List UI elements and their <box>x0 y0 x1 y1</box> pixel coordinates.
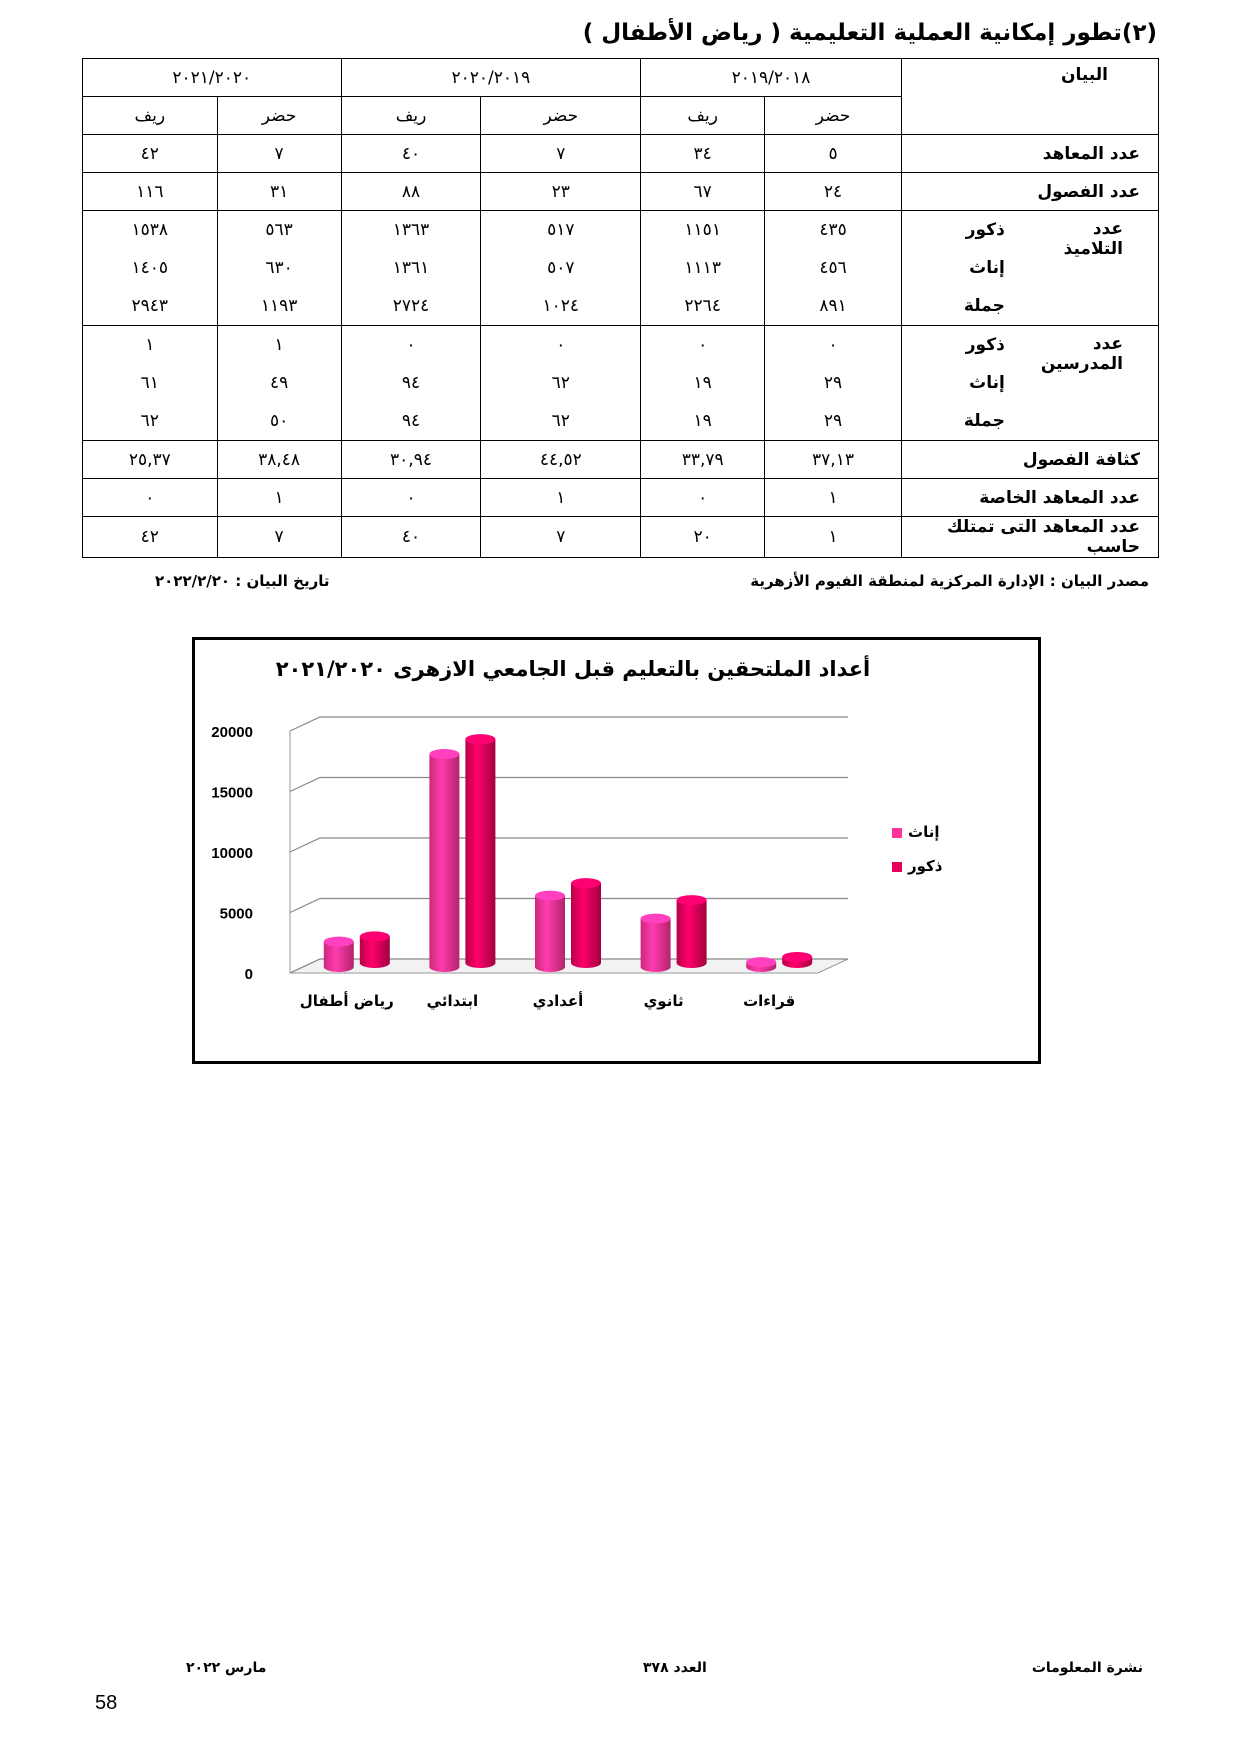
x-category-label: رياض أطفال <box>299 992 394 1010</box>
table-cell: ٠ <box>828 335 838 355</box>
table-cell: ٨٨ <box>341 173 481 211</box>
table-cell: ١ <box>481 479 641 517</box>
table-cell: ٦٧ <box>641 173 765 211</box>
table-cell: ١٣٦١ <box>392 258 430 278</box>
table-cell-stack <box>765 211 902 326</box>
table-cell-stack <box>481 211 641 326</box>
table-cell: ٢٠ <box>641 517 765 558</box>
table-cell: ١٩ <box>693 411 712 431</box>
table-cell: ٠ <box>698 335 708 355</box>
table-cell: ٠ <box>641 479 765 517</box>
row-label: عدد المعاهد <box>901 135 1158 173</box>
row-group-label: عدد المدرسين <box>1035 326 1159 441</box>
bar-top-ذكور <box>571 878 601 888</box>
bar-top-ذكور <box>360 931 390 941</box>
table-cell: ٣٨,٤٨ <box>217 441 341 479</box>
x-category-label: ابتدائي <box>426 992 479 1010</box>
table-cell: ١٥٣٨ <box>131 220 169 240</box>
table-cell: ١٠٢٤ <box>542 296 580 316</box>
table-cell: ٤٠ <box>341 517 481 558</box>
bar-top-إناث <box>535 891 565 901</box>
sub-label-total: جملة <box>963 411 1005 431</box>
table-cell: ٢٤ <box>765 173 902 211</box>
bar-top-ذكور <box>677 895 707 905</box>
row-label: كثافة الفصول <box>901 441 1158 479</box>
table-cell-stack <box>217 326 341 441</box>
table-row-computer <box>83 517 1159 558</box>
bar-ذكور <box>677 900 707 968</box>
table-cell-stack <box>765 326 902 441</box>
table-cell: ٠ <box>83 479 218 517</box>
table-cell: ١ <box>274 335 284 355</box>
table-cell: ٣٤ <box>641 135 765 173</box>
table-cell: ٤٢ <box>83 135 218 173</box>
table-cell: ١٤٠٥ <box>131 258 169 278</box>
table-cell: ٩٤ <box>401 373 421 393</box>
bar-top-إناث <box>641 914 671 924</box>
table-cell-stack <box>481 326 641 441</box>
sub-header-rural: ريف <box>341 97 481 135</box>
bar-ذكور <box>571 883 601 968</box>
table-cell-stack <box>641 326 765 441</box>
bar-إناث <box>641 919 671 972</box>
table-cell: ٢٩ <box>823 373 843 393</box>
year-header: ٢٠٢٠/٢٠١٩ <box>341 59 641 97</box>
footer-month: مارس ٢٠٢٢ <box>186 1660 267 1676</box>
date-note: تاريخ البيان : ٢٠٢٢/٢/٢٠ <box>155 572 330 590</box>
sub-header-urban: حضر <box>481 97 641 135</box>
table-cell: ٣٣,٧٩ <box>641 441 765 479</box>
table-cell: ٣٧,١٣ <box>765 441 902 479</box>
table-cell: ٠ <box>341 479 481 517</box>
table-cell-stack <box>341 326 481 441</box>
table-cell: ٤٥٦ <box>819 258 847 278</box>
table-cell: ٦٢ <box>140 411 159 431</box>
statistics-table <box>82 58 1159 558</box>
table-cell: ٧ <box>217 135 341 173</box>
row-group-label: عدد التلاميذ <box>1035 211 1159 326</box>
x-category-label: ثانوي <box>643 992 684 1010</box>
table-cell: ٠ <box>556 335 566 355</box>
table-row-density <box>83 441 1159 479</box>
header-row-years <box>83 59 1159 97</box>
table-cell: ٧ <box>217 517 341 558</box>
row-label: عدد المعاهد التى تمتلك حاسب <box>901 517 1158 558</box>
table-cell: ٢٣ <box>481 173 641 211</box>
bar-إناث <box>429 754 459 972</box>
legend-swatch <box>892 862 902 872</box>
table-cell-stack <box>217 211 341 326</box>
table-cell-stack <box>641 211 765 326</box>
source-note: مصدر البيان : الإدارة المركزية لمنطقة الفيوم الأزهرية <box>750 572 1149 590</box>
gridline <box>290 778 848 792</box>
table-cell: ١ <box>765 517 902 558</box>
chart-title: أعداد الملتحقين بالتعليم قبل الجامعي الازهرى ٢٠٢١/٢٠٢٠ <box>275 657 871 681</box>
table-cell: ٤٠ <box>341 135 481 173</box>
table-cell: ٢٩٤٣ <box>131 296 169 316</box>
table-cell: ٤٢ <box>83 517 218 558</box>
row-label: عدد الفصول <box>901 173 1158 211</box>
bar-top-ذكور <box>782 952 812 962</box>
bar-chart <box>195 640 1038 1061</box>
table-cell: ١١٩٣ <box>260 296 298 316</box>
table-cell: ٤٣٥ <box>819 220 847 240</box>
table-row-students <box>83 211 1159 326</box>
y-tick-label: 15000 <box>211 784 253 802</box>
sub-label-female: إناث <box>969 258 1005 278</box>
table-cell-stack <box>341 211 481 326</box>
sub-header-urban: حضر <box>217 97 341 135</box>
table-cell: ٦٢ <box>551 411 570 431</box>
table-cell: ٧ <box>481 517 641 558</box>
year-header: ٢٠٢١/٢٠٢٠ <box>83 59 342 97</box>
gridline <box>290 899 848 913</box>
table-cell-stack <box>83 326 218 441</box>
x-category-label: أعدادي <box>532 992 584 1010</box>
table-cell: ٥٠٧ <box>547 258 575 278</box>
bar-top-إناث <box>324 937 354 947</box>
table-cell: ١١١٣ <box>684 258 721 278</box>
sub-label-female: إناث <box>969 373 1005 393</box>
chart-frame <box>192 637 1041 1064</box>
table-cell: ١٣٦٣ <box>392 220 430 240</box>
gridline <box>290 838 848 852</box>
bar-إناث <box>535 896 565 972</box>
table-cell: ٦٢ <box>551 373 570 393</box>
table-cell: ٢٢٦٤ <box>684 296 721 316</box>
table-cell: ٥٦٣ <box>265 220 293 240</box>
sub-header-rural: ريف <box>641 97 765 135</box>
table-cell: ١١٥١ <box>684 220 721 240</box>
table-cell: ٢٩ <box>823 411 843 431</box>
legend-swatch <box>892 828 902 838</box>
y-tick-label: 5000 <box>219 905 253 923</box>
y-tick-label: 0 <box>244 966 253 983</box>
table-row-teachers <box>83 326 1159 441</box>
header-label: البيان <box>901 59 1158 135</box>
sub-header-urban: حضر <box>765 97 902 135</box>
table-cell: ٩٤ <box>401 411 421 431</box>
page-number: 58 <box>95 1692 118 1714</box>
page-title: (٢)تطور إمكانية العملية التعليمية ( رياض الأطفال ) <box>582 20 1157 46</box>
row-sub-labels <box>901 326 1034 441</box>
y-tick-label: 20000 <box>211 724 253 741</box>
table-row-private <box>83 479 1159 517</box>
footer-issue: العدد ٣٧٨ <box>643 1660 707 1676</box>
footer-publication: نشرة المعلومات <box>1031 1660 1143 1676</box>
table-cell: ٥٠ <box>269 411 289 431</box>
table-row-classes <box>83 173 1159 211</box>
sub-label-male: ذكور <box>965 335 1005 355</box>
table-cell: ١٩ <box>693 373 712 393</box>
table-cell: ٥ <box>765 135 902 173</box>
table-cell: ١ <box>765 479 902 517</box>
bar-ذكور <box>465 739 495 968</box>
table-cell: ٦٣٠ <box>265 258 293 278</box>
year-header: ٢٠١٩/٢٠١٨ <box>641 59 902 97</box>
table-cell: ١ <box>217 479 341 517</box>
bar-top-إناث <box>429 749 459 759</box>
table-cell: ٨٩١ <box>819 296 847 316</box>
table-cell: ٤٤,٥٢ <box>481 441 641 479</box>
table-cell: ٧ <box>481 135 641 173</box>
bar-top-إناث <box>746 957 776 967</box>
table-cell: ٣١ <box>217 173 341 211</box>
x-category-label: قراءات <box>743 992 796 1010</box>
table-cell-stack <box>83 211 218 326</box>
table-cell: ٣٠,٩٤ <box>341 441 481 479</box>
legend-label: ذكور <box>908 857 943 875</box>
table-cell: ١ <box>145 335 155 355</box>
table-cell: ٠ <box>406 335 416 355</box>
table-cell: ٢٥,٣٧ <box>83 441 218 479</box>
table-cell: ٤٩ <box>269 373 289 393</box>
table-cell: ٦١ <box>140 373 159 393</box>
y-tick-label: 10000 <box>211 845 253 862</box>
legend-label: إناث <box>908 823 940 841</box>
sub-label-total: جملة <box>963 296 1005 316</box>
row-sub-labels <box>901 211 1034 326</box>
gridline <box>290 717 848 731</box>
row-label: عدد المعاهد الخاصة <box>901 479 1158 517</box>
table-cell: ٥١٧ <box>547 220 575 240</box>
table-row-institutes <box>83 135 1159 173</box>
sub-label-male: ذكور <box>965 220 1005 240</box>
sub-header-rural: ريف <box>83 97 218 135</box>
bar-top-ذكور <box>465 734 495 744</box>
table-cell: ١١٦ <box>83 173 218 211</box>
table-cell: ٢٧٢٤ <box>392 296 430 316</box>
